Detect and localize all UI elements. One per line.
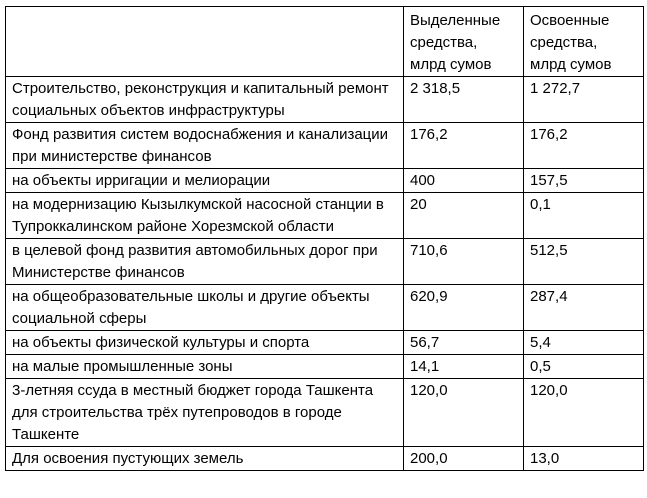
- row-name: на объекты физической культуры и спорта: [6, 331, 404, 355]
- table-row: [6, 331, 644, 355]
- row-name: в целевой фонд развития автомобильных дорог при Министерстве финансов: [6, 239, 404, 285]
- row-used: 120,0: [524, 379, 644, 447]
- document-page: [5, 6, 644, 471]
- row-allocated: 2 318,5: [404, 77, 524, 123]
- table-row: [6, 355, 644, 379]
- row-allocated: 20: [404, 193, 524, 239]
- table-row: [6, 77, 644, 123]
- header-used: Освоенные средства, млрд сумов: [524, 7, 644, 77]
- row-name: Фонд развития систем водоснабжения и канализации при министерстве финансов: [6, 123, 404, 169]
- row-used: 287,4: [524, 285, 644, 331]
- row-used: 1 272,7: [524, 77, 644, 123]
- row-allocated: 14,1: [404, 355, 524, 379]
- row-allocated: 400: [404, 169, 524, 193]
- budget-table: [5, 6, 644, 471]
- row-used: 0,5: [524, 355, 644, 379]
- table-header-row: [6, 7, 644, 77]
- table-row: [6, 379, 644, 447]
- table-row: [6, 169, 644, 193]
- row-used: 13,0: [524, 447, 644, 471]
- table-row: [6, 285, 644, 331]
- row-allocated: 120,0: [404, 379, 524, 447]
- row-used: 157,5: [524, 169, 644, 193]
- row-allocated: 710,6: [404, 239, 524, 285]
- row-used: 176,2: [524, 123, 644, 169]
- header-allocated: Выделенные средства, млрд сумов: [404, 7, 524, 77]
- row-name: на малые промышленные зоны: [6, 355, 404, 379]
- row-name: 3-летняя ссуда в местный бюджет города Ташкента для строительства трёх путепроводов в городе Ташкенте: [6, 379, 404, 447]
- row-used: 0,1: [524, 193, 644, 239]
- row-allocated: 620,9: [404, 285, 524, 331]
- row-used: 5,4: [524, 331, 644, 355]
- table-row: [6, 239, 644, 285]
- row-name: Строительство, реконструкция и капитальный ремонт социальных объектов инфраструктуры: [6, 77, 404, 123]
- row-allocated: 200,0: [404, 447, 524, 471]
- row-allocated: 176,2: [404, 123, 524, 169]
- header-name: [6, 7, 404, 77]
- table-row: [6, 447, 644, 471]
- row-name: на общеобразовательные школы и другие объекты социальной сферы: [6, 285, 404, 331]
- table-row: [6, 123, 644, 169]
- row-name: Для освоения пустующих земель: [6, 447, 404, 471]
- table-row: [6, 193, 644, 239]
- row-name: на объекты ирригации и мелиорации: [6, 169, 404, 193]
- row-allocated: 56,7: [404, 331, 524, 355]
- row-used: 512,5: [524, 239, 644, 285]
- row-name: на модернизацию Кызылкумской насосной станции в Тупроккалинском районе Хорезмской области: [6, 193, 404, 239]
